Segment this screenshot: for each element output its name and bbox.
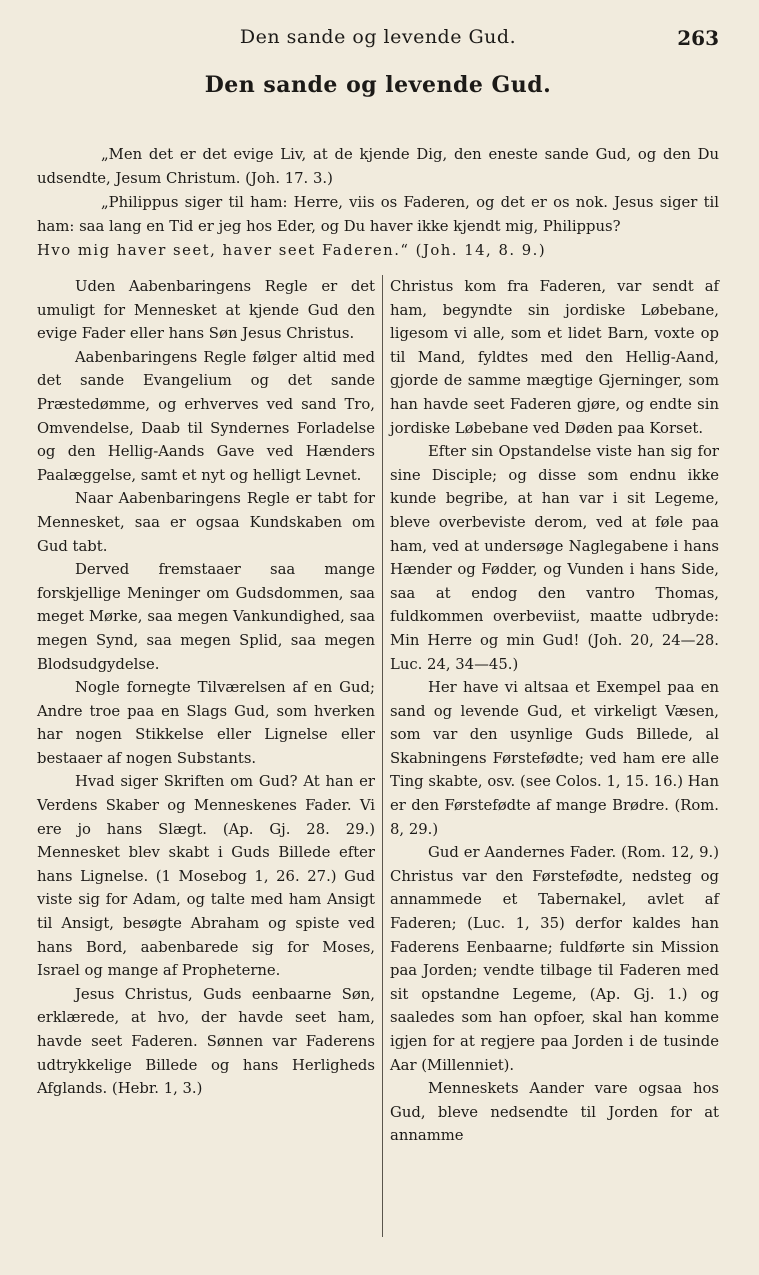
- column-divider: [382, 275, 383, 1237]
- section-heading: Den sande og levende Gud.: [204, 72, 552, 98]
- paragraph: Aabenbaringens Regle følger altid med det sande Evangelium og det sande Præstedømme, og erhverves ved sand Tro, Omvendelse, Daab til Syndernes Forladelse og den Hellig-Aands Gave ved Hænders Paalæggelse, samt et nyt og helligt Levnet.: [37, 348, 375, 484]
- paragraph: Christus kom fra Faderen, var sendt af ham, begyndte sin jordiske Løbebane, ligesom vi alle, som et lidet Barn, voxte op til Mand, fyldtes med den Hellig-Aand, gjorde de samme mægtige Gjerninger, som han havde seet Faderen gjøre, og endte sin jordiske Løbebane ved Døden paa Korset.: [390, 278, 719, 437]
- paragraph: Nogle fornegte Tilværelsen af en Gud; Andre troe paa en Slags Gud, som hverken har nogen Stikkelse eller Lignelse eller bestaaer af nogen Substants.: [37, 679, 375, 767]
- paragraph: Menneskets Aander vare ogsaa hos Gud, bleve nedsendte til Jorden for at annamme: [390, 1080, 719, 1145]
- paragraph: Jesus Christus, Guds eenbaarne Søn, erklærede, at hvo, der havde seet ham, havde seet Faderen. Sønnen var Faderens udtrykkelige Billede og hans Herligheds Afglands. (Hebr. 1, 3.): [37, 985, 375, 1098]
- paragraph: Hvad siger Skriften om Gud? At han er Verdens Skaber og Menneskenes Fader. Vi ere jo hans Slægt. (Ap. Gj. 28. 29.) Mennesket blev skabt i Guds Billede efter hans Lignelse. (1 Mosebog 1, 26. 27.) Gud viste sig for Adam, og talte med ham Ansigt til Ansigt, besøgte Abraham og spiste ved hans Bord, aabenbarede sig for Moses, Israel og mange af Propheterne.: [37, 773, 375, 980]
- paragraph: Naar Aabenbaringens Regle er tabt for Mennesket, saa er ogsaa Kundskaben om Gud tabt.: [37, 490, 375, 555]
- quote-john-14-end: Hvo mig haver seet, haver seet Faderen.“ (Joh. 14, 8. 9.): [37, 242, 547, 259]
- left-column: [37, 275, 375, 1101]
- quote-john-17: „Men det er det evige Liv, at de kjende Dig, den eneste sande Gud, og den Du udsendte, Jesum Christum. (Joh. 17. 3.): [37, 146, 719, 187]
- paragraph: Her have vi altsaa et Exempel paa en sand og levende Gud, et virkeligt Væsen, som var den usynlige Guds Billede, al Skabningens Førstefødte; ved ham ere alle Ting skabte, osv. (see Colos. 1, 15. 16.) Han er den Førstefødte af mange Brødre. (Rom. 8, 29.): [390, 679, 719, 838]
- epigraph-quotes: [37, 143, 719, 263]
- paragraph: Gud er Aandernes Fader. (Rom. 12, 9.) Christus var den Førstefødte, nedsteg og annammede et Tabernakel, avlet af Faderen; (Luc. 1, 35) derfor kaldes han Faderens Eenbaarne; fuldførte sin Mission paa Jorden; vendte tilbage til Faderen med sit opstandne Legeme, (Ap. Gj. 1.) og saaledes som han opfoer, skal han komme igjen for at regjere paa Jorden i de tusinde Aar (Millenniet).: [390, 844, 719, 1074]
- paragraph: Uden Aabenbaringens Regle er det umuligt for Mennesket at kjende Gud den evige Fader eller hans Søn Jesus Christus.: [37, 278, 375, 343]
- paragraph: Derved fremstaaer saa mange forskjellige Meninger om Gudsdommen, saa meget Mørke, saa megen Vankundighed, saa megen Synd, saa megen Splid, saa megen Blodsudgydelse.: [37, 561, 375, 673]
- quote-john-14: „Philippus siger til ham: Herre, viis os Faderen, og det er os nok. Jesus siger til ham: saa lang en Tid er jeg hos Eder, og Du haver ikke kjendt mig, Philippus?: [37, 194, 719, 235]
- running-head: [37, 26, 719, 56]
- right-column: [390, 275, 719, 1148]
- running-title: Den sande og levende Gud.: [239, 26, 517, 48]
- page-number: 263: [677, 26, 719, 50]
- paragraph: Efter sin Opstandelse viste han sig for sine Disciple; og disse som endnu ikke kunde begribe, at han var i sit Legeme, bleve overbeviste derom, ved at føle paa ham, ved at undersøge Naglegabene i hans Hænder og Fødder, og Vunden i hans Side, saa at endog den vantro Thomas, fuldkommen overbeviist, maatte udbryde: Min Herre og min Gud! (Joh. 20, 24—28. Luc. 24, 34—45.): [390, 443, 719, 673]
